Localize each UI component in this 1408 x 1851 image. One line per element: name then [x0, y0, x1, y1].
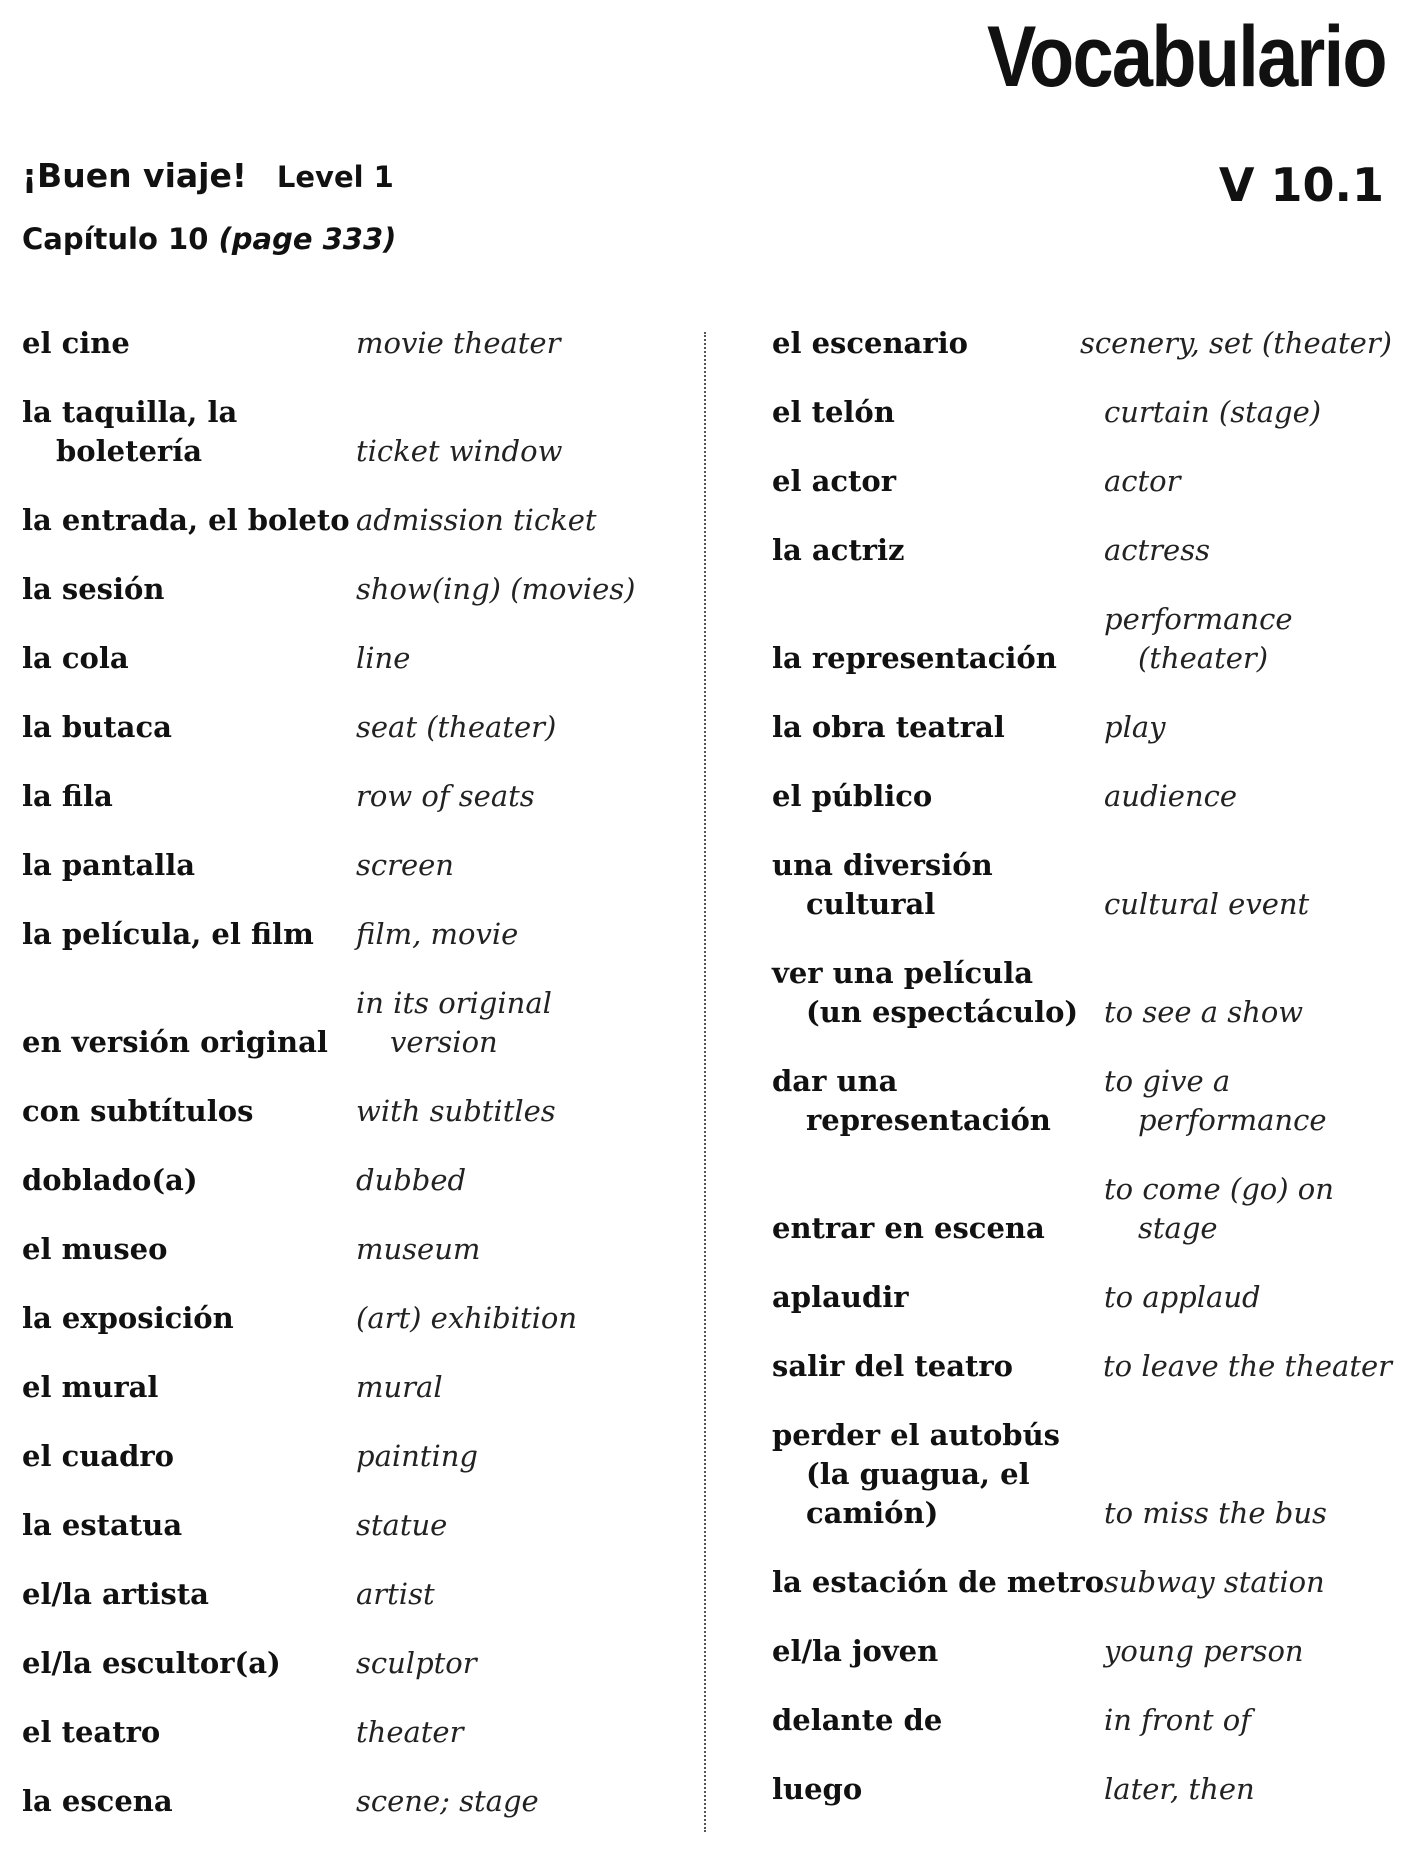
- vocab-entry: [772, 954, 1392, 1032]
- vocab-term: [22, 1437, 356, 1476]
- vocab-definition: [1104, 1770, 1255, 1809]
- vocab-definition-line: scenery, set (theater): [1080, 326, 1392, 360]
- vocab-term-line: una diversión: [772, 848, 993, 882]
- vocab-term: [772, 1278, 1104, 1317]
- book-name: ¡Buen viaje!: [22, 156, 247, 195]
- vocab-definition: [1080, 324, 1392, 363]
- vocab-term-line: la obra teatral: [772, 710, 1005, 744]
- vocab-definition: [356, 846, 454, 885]
- vocab-entry: [22, 915, 682, 954]
- vocab-term-line: con subtítulos: [22, 1094, 254, 1128]
- vocab-definition-line: actor: [1104, 464, 1181, 498]
- vocab-term-line: la butaca: [22, 710, 172, 744]
- vocab-definition: [356, 501, 597, 540]
- vocab-entry: [772, 1701, 1392, 1740]
- vocab-term: [22, 1782, 356, 1821]
- vocab-definition: [1104, 1494, 1327, 1533]
- vocab-term: [22, 1092, 356, 1131]
- level-label: Level 1: [276, 160, 394, 194]
- vocab-term-line: entrar en escena: [772, 1211, 1045, 1245]
- vocab-term-line: el/la escultor(a): [22, 1646, 281, 1680]
- vocab-term-line: el teatro: [22, 1715, 161, 1749]
- vocab-definition-line: subway station: [1104, 1565, 1325, 1599]
- vocab-entry: [22, 1299, 682, 1338]
- vocab-term-line: representación: [806, 1103, 1051, 1137]
- vocab-definition-line: show(ing) (movies): [356, 572, 636, 606]
- vocab-term-line: el escenario: [772, 326, 968, 360]
- vocab-definition-line: performance: [1104, 602, 1293, 636]
- vocab-definition: [1104, 1170, 1334, 1248]
- vocab-definition-line: play: [1104, 710, 1166, 744]
- vocab-entry: [22, 324, 682, 363]
- vocab-term-line: la pantalla: [22, 848, 196, 882]
- vocab-definition-line: mural: [356, 1370, 443, 1404]
- vocab-term: [772, 1347, 1103, 1386]
- vocab-definition-line: seat (theater): [356, 710, 557, 744]
- vocab-term-line: el cuadro: [22, 1439, 174, 1473]
- vocab-entry: [22, 1230, 682, 1269]
- vocab-term: [22, 570, 356, 609]
- vocab-definition: [1104, 393, 1321, 432]
- vocab-entry: [22, 708, 682, 747]
- vocab-term: [22, 639, 356, 678]
- vocab-definition: [356, 324, 560, 363]
- vocab-term-line: la entrada, el boleto: [22, 503, 350, 537]
- vocab-term-line: dar una: [772, 1064, 898, 1098]
- vocab-term-line: la taquilla, la: [22, 395, 238, 429]
- vocab-column-left: [22, 324, 682, 1851]
- vocab-entry: [772, 1563, 1392, 1602]
- vocab-term: [22, 1368, 356, 1407]
- vocab-entry: [772, 1416, 1392, 1533]
- vocab-definition-line: (theater): [1138, 641, 1269, 675]
- vocab-term: [772, 1563, 1104, 1602]
- vocab-definition: [1104, 993, 1303, 1032]
- vocab-term-line: la fila: [22, 779, 113, 813]
- vocab-term-line: la estatua: [22, 1508, 183, 1542]
- vocab-column-right: [772, 324, 1392, 1839]
- vocab-term: [772, 324, 1080, 363]
- vocab-entry: [22, 1644, 682, 1683]
- vocab-entry: [772, 531, 1392, 570]
- vocab-term-line: el actor: [772, 464, 897, 498]
- vocab-definition: [356, 984, 552, 1062]
- vocab-term-line: la película, el film: [22, 917, 314, 951]
- vocab-entry: [22, 1713, 682, 1752]
- vocab-term-line: la cola: [22, 641, 129, 675]
- vocab-term: [772, 531, 1104, 570]
- vocab-definition: [1104, 777, 1237, 816]
- vocab-entry: [772, 1170, 1392, 1248]
- vocab-term-line: salir del teatro: [772, 1349, 1014, 1383]
- vocab-entry: [22, 1575, 682, 1614]
- vocab-term-line: cultural: [806, 887, 936, 921]
- vocab-term-line: la actriz: [772, 533, 905, 567]
- vocab-entry: [772, 1347, 1392, 1386]
- vocab-entry: [22, 846, 682, 885]
- vocab-entry: [22, 501, 682, 540]
- vocab-term: [22, 915, 356, 954]
- chapter-name: Capítulo 10: [22, 222, 209, 256]
- vocab-term: [772, 846, 1104, 924]
- vocab-term: [772, 1062, 1104, 1140]
- vocab-definition-line: with subtitles: [356, 1094, 556, 1128]
- vocab-definition: [356, 915, 518, 954]
- vocab-definition-line: museum: [356, 1232, 481, 1266]
- vocab-definition-line: cultural event: [1104, 887, 1310, 921]
- vocab-entry: [772, 324, 1392, 363]
- vocab-definition-line: row of seats: [356, 779, 535, 813]
- vocab-term: [22, 777, 356, 816]
- vocab-definition: [356, 639, 410, 678]
- vocab-term-line: (la guagua, el: [806, 1457, 1030, 1491]
- vocab-definition-line: performance: [1138, 1103, 1327, 1137]
- vocab-definition-line: to give a: [1104, 1064, 1231, 1098]
- vocab-term-line: la sesión: [22, 572, 165, 606]
- vocab-definition-line: version: [390, 1025, 498, 1059]
- vocab-definition: [356, 570, 636, 609]
- vocab-term-line: el telón: [772, 395, 895, 429]
- vocab-definition-line: later, then: [1104, 1772, 1255, 1806]
- vocab-entry: [772, 1632, 1392, 1671]
- vocab-entry: [772, 462, 1392, 501]
- vocab-term-line: el público: [772, 779, 933, 813]
- vocab-definition-line: painting: [356, 1439, 478, 1473]
- vocab-term: [22, 846, 356, 885]
- vocab-entry: [772, 600, 1392, 678]
- page-reference: (page 333): [218, 222, 397, 256]
- vocab-term: [22, 708, 356, 747]
- vocab-term-line: el/la artista: [22, 1577, 209, 1611]
- vocab-term: [772, 462, 1104, 501]
- vocab-definition-line: in front of: [1104, 1703, 1251, 1737]
- vocab-definition-line: scene; stage: [356, 1784, 539, 1818]
- page-title: Vocabulario: [987, 9, 1386, 105]
- vocab-term-line: delante de: [772, 1703, 943, 1737]
- vocab-entry: [22, 570, 682, 609]
- vocab-term: [772, 1632, 1104, 1671]
- vocab-definition-line: to see a show: [1104, 995, 1304, 1029]
- vocab-term-line: el/la joven: [772, 1634, 939, 1668]
- vocab-definition: [1104, 600, 1293, 678]
- vocab-definition-line: movie theater: [356, 326, 561, 360]
- vocab-term: [772, 1209, 1104, 1248]
- vocab-definition-line: admission ticket: [356, 503, 597, 537]
- vocab-entry: [22, 1782, 682, 1821]
- vocab-term: [22, 324, 356, 363]
- vocab-entry: [772, 393, 1392, 432]
- vocab-definition-line: young person: [1104, 1634, 1304, 1668]
- vocab-term-line: el cine: [22, 326, 130, 360]
- vocab-entry: [22, 1368, 682, 1407]
- vocab-term-line: la estación de metro: [772, 1565, 1105, 1599]
- vocab-entry: [772, 777, 1392, 816]
- vocab-definition: [1104, 531, 1210, 570]
- vocab-term: [22, 1161, 356, 1200]
- vocab-definition: [356, 432, 562, 471]
- vocab-entry: [772, 846, 1392, 924]
- vocab-term: [22, 1506, 356, 1545]
- vocab-term: [772, 1701, 1104, 1740]
- vocab-definition-line: statue: [356, 1508, 448, 1542]
- vocab-term: [772, 639, 1104, 678]
- vocab-definition: [356, 1575, 435, 1614]
- vocab-term-line: (un espectáculo): [806, 995, 1079, 1029]
- vocab-definition-line: actress: [1104, 533, 1210, 567]
- vocab-definition-line: stage: [1138, 1211, 1218, 1245]
- vocab-definition-line: film, movie: [356, 917, 519, 951]
- vocab-term: [772, 777, 1104, 816]
- vocab-definition-line: to miss the bus: [1104, 1496, 1327, 1530]
- vocab-definition: [1104, 462, 1181, 501]
- vocab-definition-line: artist: [356, 1577, 435, 1611]
- vocab-definition-line: line: [356, 641, 411, 675]
- vocab-definition: [356, 1161, 466, 1200]
- vocab-entry: [772, 1770, 1392, 1809]
- vocab-term: [22, 393, 356, 471]
- vocab-entry: [22, 393, 682, 471]
- vocab-definition: [356, 1368, 443, 1407]
- vocab-definition: [1104, 708, 1166, 747]
- vocab-definition: [1104, 1563, 1325, 1602]
- vocab-entry: [22, 1092, 682, 1131]
- vocab-definition-line: in its original: [356, 986, 552, 1020]
- vocab-term-line: aplaudir: [772, 1280, 909, 1314]
- chapter-label: [22, 222, 396, 256]
- vocab-term: [22, 1023, 356, 1062]
- vocab-term-line: luego: [772, 1772, 863, 1806]
- vocab-definition: [356, 1644, 477, 1683]
- vocab-definition: [356, 1437, 478, 1476]
- vocab-definition: [356, 708, 556, 747]
- vocab-term-line: el mural: [22, 1370, 159, 1404]
- vocab-definition-line: screen: [356, 848, 454, 882]
- vocab-term: [22, 1230, 356, 1269]
- vocab-definition-line: to leave the theater: [1103, 1349, 1392, 1383]
- vocab-definition: [356, 777, 535, 816]
- vocab-term: [772, 954, 1104, 1032]
- vocab-entry: [772, 1062, 1392, 1140]
- vocab-definition: [356, 1506, 447, 1545]
- vocab-term: [772, 393, 1104, 432]
- vocab-term-line: doblado(a): [22, 1163, 198, 1197]
- vocab-definition: [1104, 1701, 1251, 1740]
- vocab-definition: [1104, 1062, 1327, 1140]
- vocab-definition-line: theater: [356, 1715, 464, 1749]
- vocab-definition-line: sculptor: [356, 1646, 477, 1680]
- vocab-term: [772, 1770, 1104, 1809]
- vocab-definition: [356, 1299, 577, 1338]
- vocab-definition: [356, 1713, 463, 1752]
- vocab-term-line: la exposición: [22, 1301, 234, 1335]
- vocab-term-line: la escena: [22, 1784, 173, 1818]
- vocab-definition: [1104, 885, 1309, 924]
- vocab-term: [772, 708, 1104, 747]
- vocab-term-line: camión): [806, 1496, 939, 1530]
- vocab-definition-line: ticket window: [356, 434, 563, 468]
- book-title: [22, 156, 394, 195]
- vocab-definition: [1103, 1347, 1392, 1386]
- vocab-definition: [356, 1782, 539, 1821]
- vocab-definition-line: dubbed: [356, 1163, 467, 1197]
- vocab-term-line: ver una película: [772, 956, 1034, 990]
- vocab-definition: [1104, 1278, 1261, 1317]
- vocab-definition: [356, 1230, 480, 1269]
- vocab-term: [22, 1713, 356, 1752]
- vocab-entry: [772, 1278, 1392, 1317]
- vocab-definition-line: curtain (stage): [1104, 395, 1322, 429]
- vocab-term-line: el museo: [22, 1232, 168, 1266]
- vocab-entry: [22, 639, 682, 678]
- vocab-term: [22, 1575, 356, 1614]
- vocab-term-line: boletería: [56, 434, 203, 468]
- vocab-definition-line: audience: [1104, 779, 1238, 813]
- vocab-entry: [22, 777, 682, 816]
- vocab-code: V 10.1: [1218, 158, 1384, 212]
- vocab-term: [22, 1644, 356, 1683]
- vocab-entry: [22, 1437, 682, 1476]
- vocab-entry: [22, 1506, 682, 1545]
- vocab-definition: [356, 1092, 556, 1131]
- vocab-term-line: perder el autobús: [772, 1418, 1060, 1452]
- vocab-term-line: en versión original: [22, 1025, 328, 1059]
- vocab-entry: [22, 984, 682, 1062]
- vocab-entry: [22, 1161, 682, 1200]
- vocab-definition-line: to come (go) on: [1104, 1172, 1334, 1206]
- vocab-entry: [772, 708, 1392, 747]
- vocab-definition-line: to applaud: [1104, 1280, 1261, 1314]
- column-divider: [704, 332, 706, 1832]
- vocab-term: [22, 1299, 356, 1338]
- vocab-term: [772, 1416, 1104, 1533]
- vocab-term-line: la representación: [772, 641, 1057, 675]
- vocab-definition: [1104, 1632, 1304, 1671]
- vocab-term: [22, 501, 356, 540]
- vocab-definition-line: (art) exhibition: [356, 1301, 578, 1335]
